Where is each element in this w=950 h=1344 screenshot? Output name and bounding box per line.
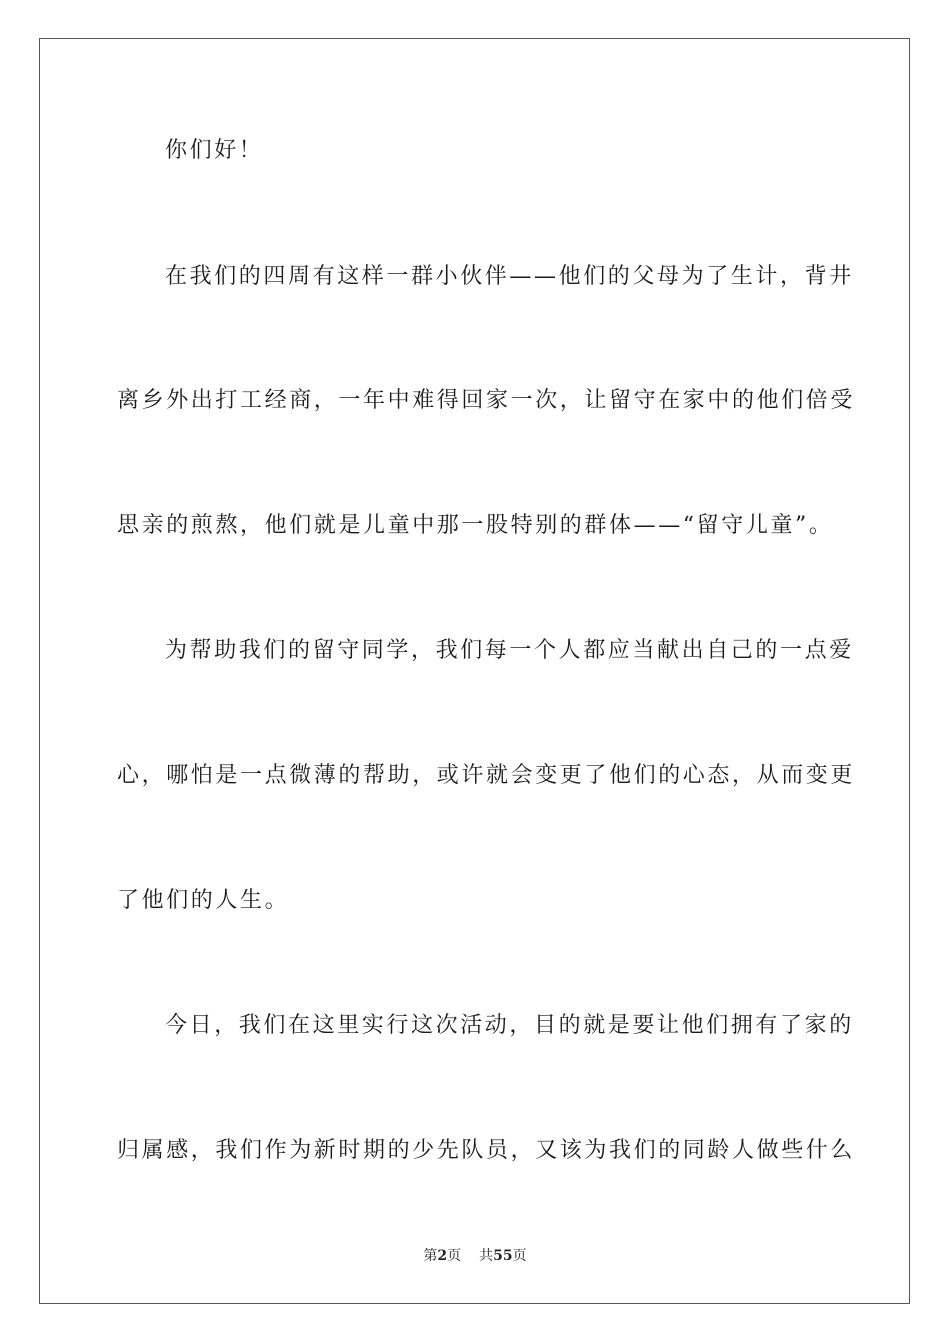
page-prefix: 第 [423, 1248, 438, 1264]
text-line: 心，哪怕是一点微薄的帮助，或许就会变更了他们的心态，从而变更 [117, 763, 856, 788]
text-line: 离乡外出打工经商，一年中难得回家一次，让留守在家中的他们倍受 [117, 388, 856, 413]
page-border [39, 38, 910, 1304]
text-line: 了他们的人生。 [117, 888, 290, 913]
total-pages: 55 [493, 1248, 513, 1264]
text-line: 思亲的煎熬，他们就是儿童中那一股特别的群体——“留守儿童”。 [117, 513, 834, 538]
text-line: 归属感，我们作为新时期的少先队员，又该为我们的同龄人做些什么 [117, 1138, 856, 1163]
text-line: 你们好！ [165, 138, 264, 163]
page-footer [0, 1246, 950, 1266]
text-line: 今日，我们在这里实行这次活动，目的就是要让他们拥有了家的 [165, 1013, 854, 1038]
page-suffix: 页 [447, 1248, 462, 1264]
page-number: 2 [437, 1248, 448, 1264]
total-suffix: 页 [512, 1248, 527, 1264]
text-line: 为帮助我们的留守同学，我们每一个人都应当献出自己的一点爱 [165, 638, 854, 663]
total-prefix: 共 [479, 1248, 494, 1264]
text-line: 在我们的四周有这样一群小伙伴——他们的父母为了生计，背井 [165, 264, 854, 289]
